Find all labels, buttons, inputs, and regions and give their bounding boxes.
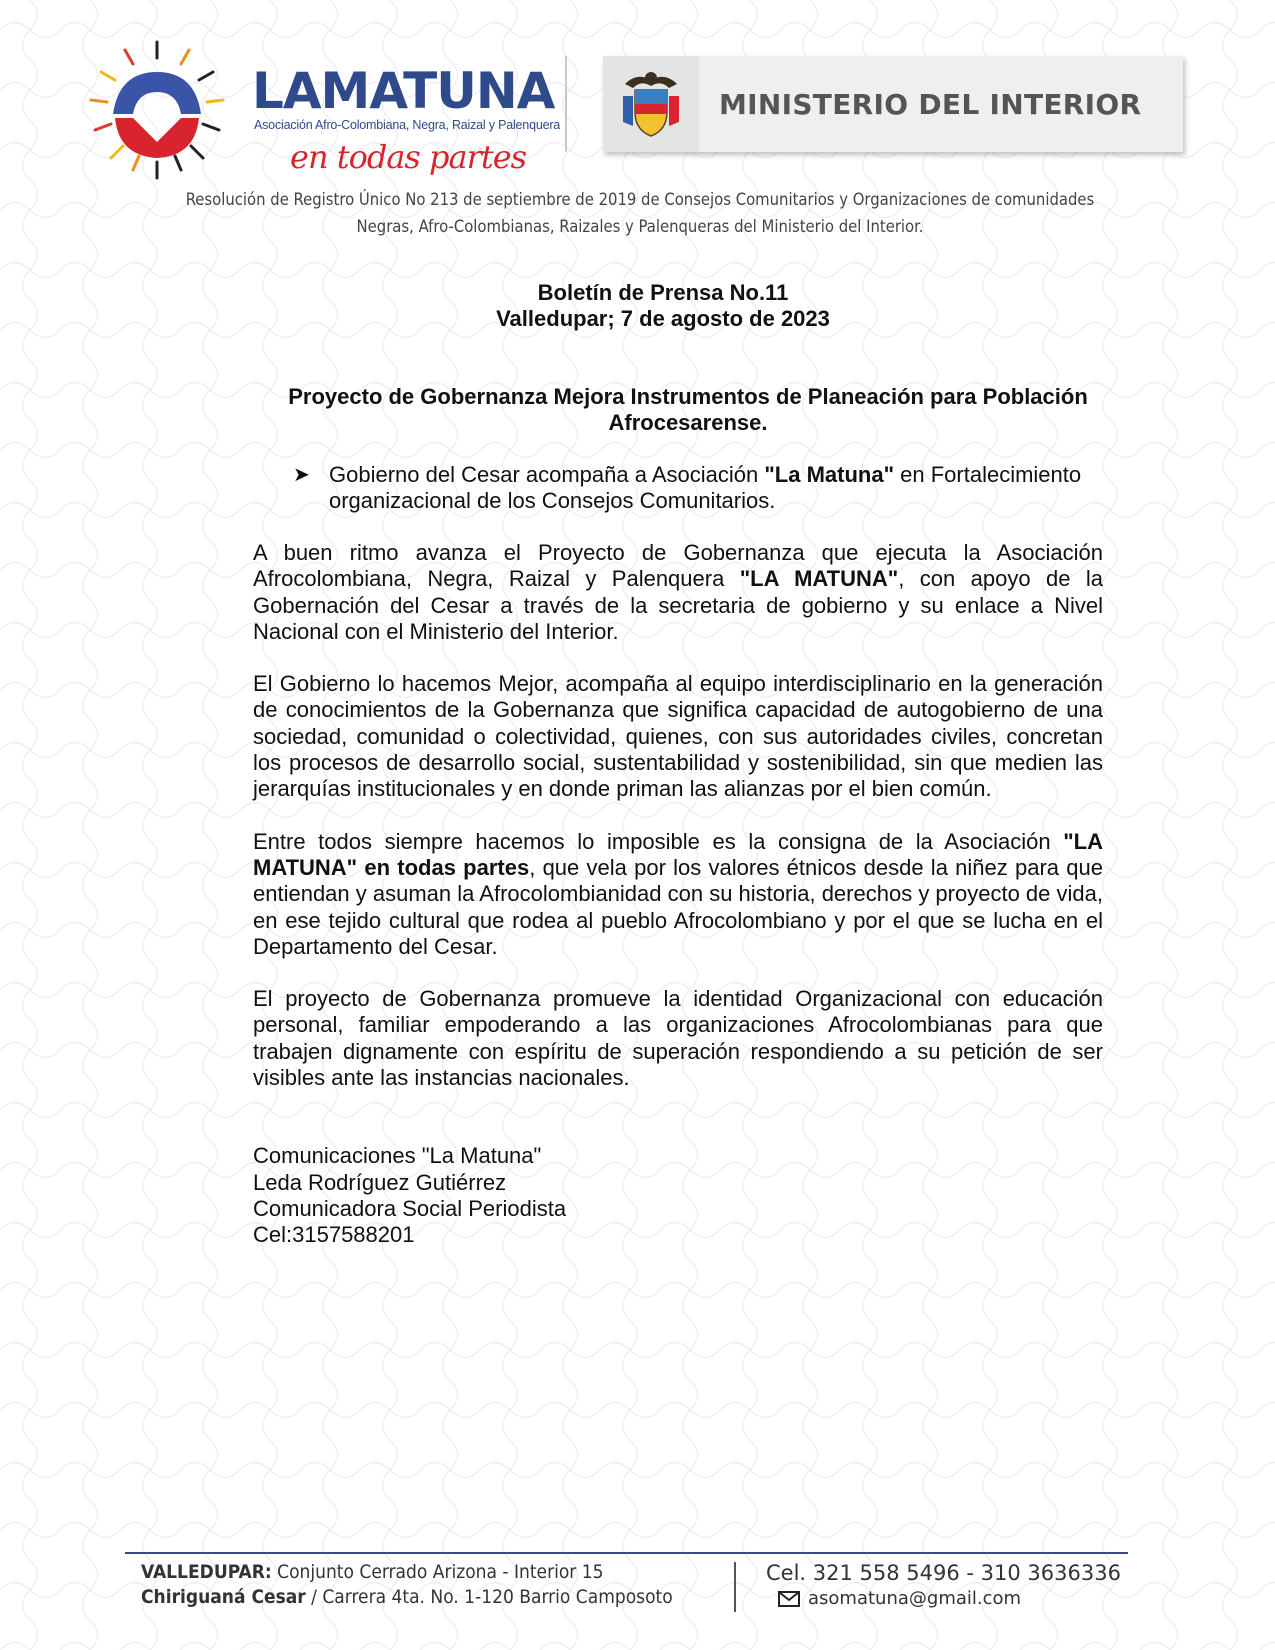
signature-block [253, 1143, 1103, 1248]
ministry-name: MINISTERIO DEL INTERIOR [719, 88, 1142, 121]
bullet-point [253, 462, 1103, 514]
colombia-coat-of-arms-icon [617, 66, 685, 142]
press-headline [238, 384, 1138, 436]
paragraph-3-end: , que vela por los valores étnicos desde la niñez para que entiendan y asuman la Afrocolombianidad con su historia, derechos y proyecto de vida, en ese tejido cultural que rodea al pueblo Afrocolombiano y por el que se lucha en el Departamento del Cesar. [253, 854, 1103, 959]
paragraph-1-end: , con apoyo de la Gobernación del Cesar a través de la secretaria de gobierno y su enlace a Nivel Nacional con el Ministerio del Interior. [253, 566, 1103, 644]
envelope-icon [778, 1591, 800, 1607]
footer-contact [766, 1560, 1121, 1611]
paragraph-4: El proyecto de Gobernanza promueve la identidad Organizacional con educación personal, familiar empoderando a las organizaciones Afrocolombianas para que trabajen dignamente con espíritu de superación respondiendo a su petición de ser visibles ante las instancias nacionales. [253, 986, 1103, 1091]
footer-rule [125, 1552, 1128, 1554]
footer-phone: Cel. 321 558 5496 - 310 3636336 [766, 1561, 1121, 1585]
crest-container [603, 56, 699, 152]
resolution-line-1: Resolución de Registro Único No 213 de septiembre de 2019 de Consejos Comunitarios y Organizaciones de comunidades [185, 190, 1095, 209]
org-name: LAMATUNA [252, 62, 555, 120]
footer-street-2: / Carrera 4ta. No. 1-120 Barrio Camposoto [305, 1586, 673, 1608]
headline-line-1: Proyecto de Gobernanza Mejora Instrumentos de Planeación para Población [288, 384, 1088, 409]
signature-role: Comunicadora Social Periodista [253, 1195, 567, 1221]
headline-line-2: Afrocesarense. [608, 410, 768, 435]
paragraph-2: El Gobierno lo hacemos Mejor, acompaña al equipo interdisciplinario en la generación de conocimientos de la Gobernanza que significa capacidad de autogobierno de una sociedad, comunidad o colectividad, quienes, con sus autoridades civiles, concretan los procesos de desarrollo social, sustentabilidad y sostenibilidad, sin que medien las jerarquías institucionales y en donde priman las alianzas por el bien común. [253, 671, 1103, 802]
footer-addresses [141, 1560, 673, 1610]
paragraph-3 [253, 829, 1103, 960]
la-matuna-logo-icon [85, 38, 230, 183]
org-subtitle: Asociación Afro-Colombiana, Negra, Raizal y Palenquera [254, 118, 561, 132]
bulletin-number: Boletín de Prensa No.11 [537, 280, 789, 305]
footer-address-1 [141, 1560, 673, 1585]
footer-city-2: Chiriguaná Cesar [141, 1586, 306, 1608]
signature-phone: Cel:3157588201 [253, 1222, 415, 1248]
footer-email-row [778, 1587, 1121, 1611]
arrow-bullet-icon: ➤ [293, 464, 310, 486]
footer-city-1: VALLEDUPAR: [141, 1561, 272, 1583]
bullet-text-bold: "La Matuna" [764, 462, 895, 487]
press-release-body [253, 280, 1103, 1249]
bulletin-place-date: Valledupar; 7 de agosto de 2023 [496, 306, 830, 331]
paragraph-1 [253, 540, 1103, 645]
bulletin-heading [213, 280, 1113, 332]
signature-name: Leda Rodríguez Gutiérrez [253, 1169, 507, 1195]
header-divider [565, 56, 567, 152]
resolution-line-2: Negras, Afro-Colombianas, Raizales y Palenqueras del Ministerio del Interior. [356, 217, 924, 236]
footer-email: asomatuna@gmail.com [808, 1588, 1022, 1609]
footer-address-2 [141, 1585, 673, 1610]
paragraph-1-start: A buen ritmo avanza el Proyecto de Gobernanza que ejecuta la Asociación Afrocolombiana, Negra, Raizal y Palenquera [253, 540, 1103, 592]
bullet-text-end: en Fortalecimiento organizacional de los Consejos Comunitarios. [329, 462, 1082, 513]
footer-street-1: Conjunto Cerrado Arizona - Interior 15 [271, 1561, 604, 1583]
paragraph-1-bold: "LA MATUNA" [739, 566, 899, 592]
letterhead [0, 0, 1275, 250]
paragraph-3-start: Entre todos siempre hacemos lo imposible es la consigna de la Asociación [253, 828, 1064, 854]
signature-department: Comunicaciones "La Matuna" [253, 1143, 542, 1169]
bullet-text-start: Gobierno del Cesar acompaña a Asociación [329, 462, 765, 487]
ministry-banner [603, 56, 1183, 152]
paragraph-3-bold: "LA MATUNA" en todas partes [253, 828, 1103, 880]
registration-resolution [180, 186, 1100, 240]
footer-divider [734, 1562, 736, 1612]
org-tagline: en todas partes [290, 138, 527, 176]
